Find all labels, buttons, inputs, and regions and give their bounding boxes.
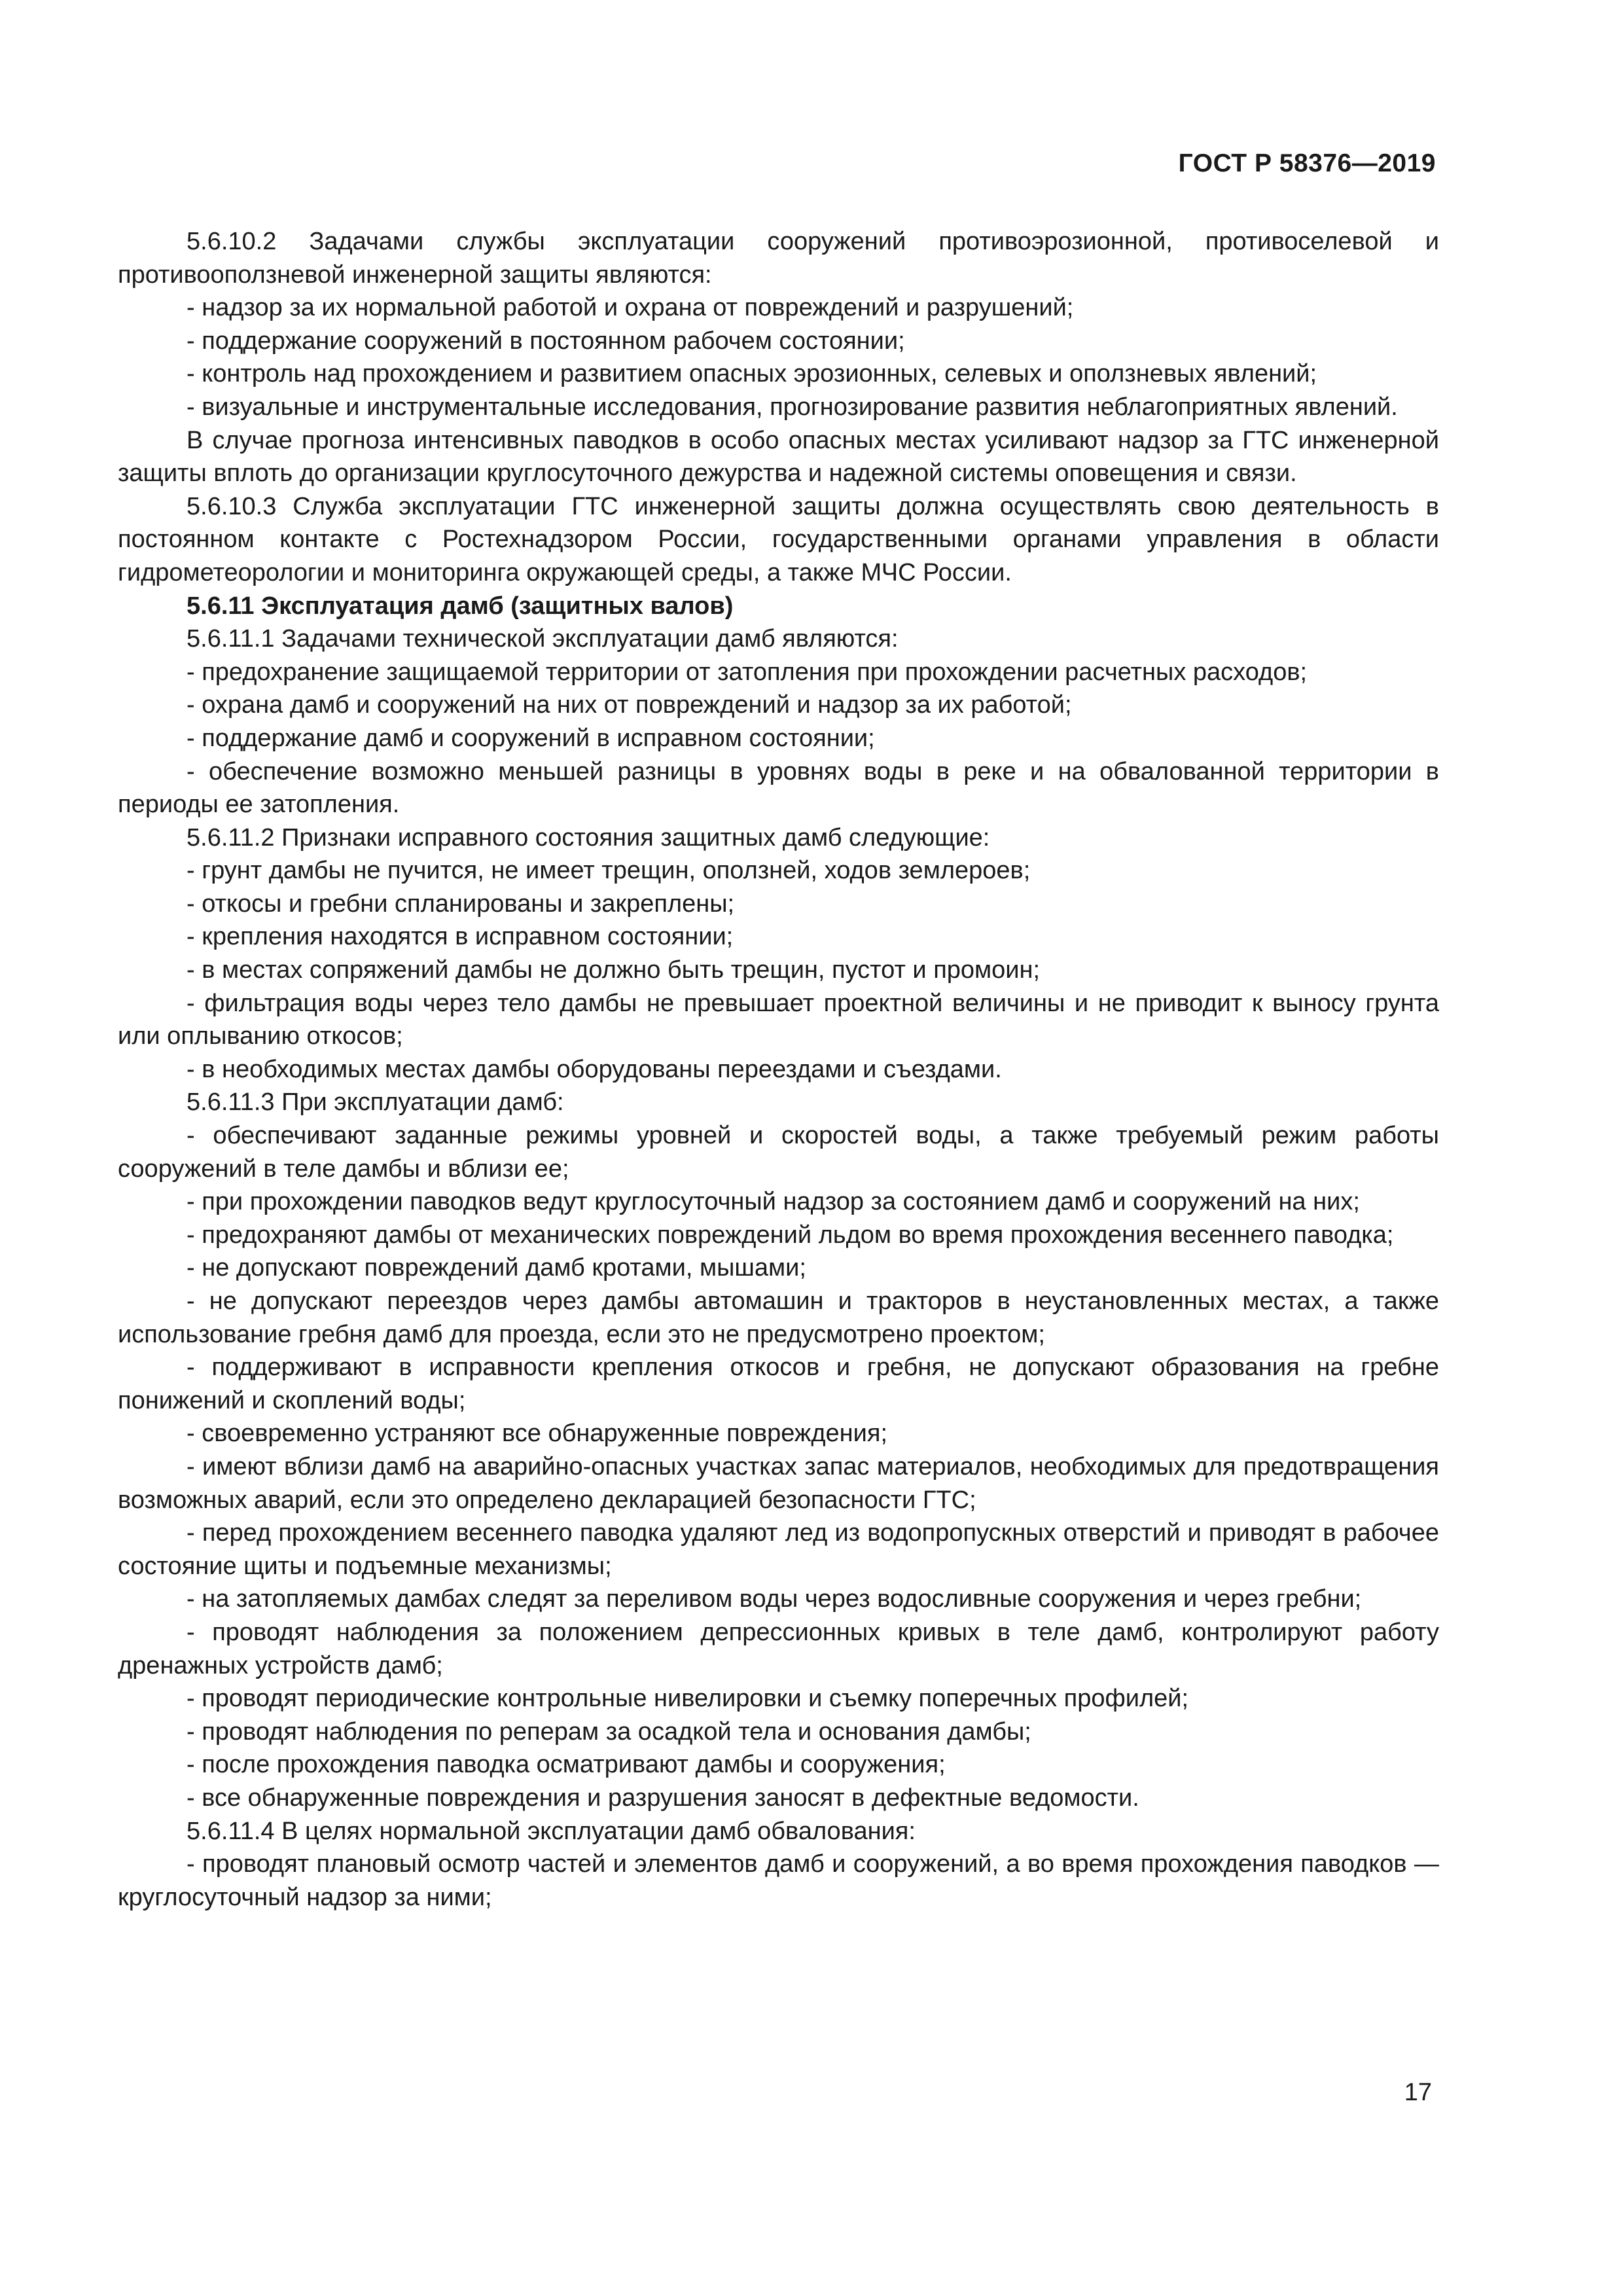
paragraph-5-6-11-4: 5.6.11.4 В целях нормальной эксплуатации дамб обвалования:: [187, 1817, 916, 1845]
list-item: - предохраняют дамбы от механических повреждений льдом во время прохождения весеннего паводка;: [187, 1221, 1394, 1249]
list-item: - при прохождении паводков ведут круглосуточный надзор за состоянием дамб и сооружений на них;: [187, 1188, 1360, 1216]
list-item: - надзор за их нормальной работой и охрана от повреждений и разрушений;: [187, 294, 1074, 322]
list-item: - не допускают переездов через дамбы автомашин и тракторов в неустановленных местах, а также использование гребня дамб для проезда, если это не предусмотрено проектом;: [118, 1287, 1439, 1348]
paragraph-5-6-10-3: 5.6.10.3 Служба эксплуатации ГТС инженерной защиты должна осуществлять свою деятельность в постоянном контакте с Ростехнадзором России, государственными органами управления в области гидрометеорологии и мониторинга окружающей среды, а также МЧС России.: [118, 492, 1439, 586]
list-item: - все обнаруженные повреждения и разрушения заносят в дефектные ведомости.: [187, 1784, 1139, 1812]
list-item: - откосы и гребни спланированы и закреплены;: [187, 889, 735, 918]
list-item: - своевременно устраняют все обнаруженные повреждения;: [187, 1420, 887, 1448]
list-item: - грунт дамбы не пучится, не имеет трещин, оползней, ходов землероев;: [187, 857, 1031, 885]
list-item: - проводят наблюдения за положением депрессионных кривых в теле дамб, контролируют работу дренажных устройств дамб;: [118, 1618, 1439, 1679]
list-item: - после прохождения паводка осматривают дамбы и сооружения;: [187, 1751, 946, 1779]
list-item: - не допускают повреждений дамб кротами, мышами;: [187, 1254, 806, 1282]
paragraph-flood-forecast: В случае прогноза интенсивных паводков в особо опасных местах усиливают надзор за ГТС инженерной защиты вплоть до организации круглосуточного дежурства и надежной системы оповещения и связи.: [118, 426, 1439, 488]
list-item: - в необходимых местах дамбы оборудованы переездами и съездами.: [187, 1055, 1002, 1083]
paragraph-5-6-11-1: 5.6.11.1 Задачами технической эксплуатации дамб являются:: [187, 625, 899, 653]
list-item: - перед прохождением весеннего паводка удаляют лед из водопропускных отверстий и приводят в рабочее состояние щиты и подъемные механизмы;: [118, 1519, 1439, 1580]
list-item: - фильтрация воды через тело дамбы не превышает проектной величины и не приводит к выносу грунта или оплыванию откосов;: [118, 989, 1439, 1050]
list-item: - визуальные и инструментальные исследования, прогнозирование развития неблагоприятных явлений.: [187, 393, 1398, 421]
list-item: - охрана дамб и сооружений на них от повреждений и надзор за их работой;: [187, 691, 1072, 719]
paragraph-5-6-11-2: 5.6.11.2 Признаки исправного состояния защитных дамб следующие:: [187, 823, 990, 852]
list-item: - в местах сопряжений дамбы не должно быть трещин, пустот и промоин;: [187, 956, 1041, 984]
paragraph-5-6-11-3: 5.6.11.3 При эксплуатации дамб:: [187, 1088, 564, 1117]
list-item: - поддерживают в исправности крепления откосов и гребня, не допускают образования на гребне понижений и скоплений воды;: [118, 1354, 1439, 1414]
page-number: 17: [1404, 2079, 1432, 2106]
document-body: [118, 225, 1439, 1914]
list-item: - обеспечение возможно меньшей разницы в уровнях воды в реке и на обвалованной территории в периоды ее затопления.: [118, 757, 1439, 819]
list-item: - поддержание дамб и сооружений в исправном состоянии;: [187, 724, 875, 752]
list-item: - предохранение защищаемой территории от затопления при прохождении расчетных расходов;: [187, 658, 1308, 686]
list-item: - обеспечивают заданные режимы уровней и скоростей воды, а также требуемый режим работы сооружений в теле дамбы и вблизи ее;: [118, 1122, 1439, 1183]
list-item: - крепления находятся в исправном состоянии;: [187, 923, 734, 951]
list-item: - проводят плановый осмотр частей и элементов дамб и сооружений, а во время прохождения паводков — круглосуточный надзор за ними;: [118, 1850, 1439, 1911]
list-item: - контроль над прохождением и развитием опасных эрозионных, селевых и оползневых явлений;: [187, 360, 1317, 388]
list-item: - проводят периодические контрольные нивелировки и съемку поперечных профилей;: [187, 1685, 1189, 1713]
list-item: - на затопляемых дамбах следят за переливом воды через водосливные сооружения и через гребни;: [187, 1585, 1362, 1613]
list-item: - проводят наблюдения по реперам за осадкой тела и основания дамбы;: [187, 1717, 1031, 1746]
list-item: - поддержание сооружений в постоянном рабочем состоянии;: [187, 327, 905, 355]
document-code: ГОСТ Р 58376—2019: [1178, 149, 1436, 177]
list-item: - имеют вблизи дамб на аварийно-опасных участках запас материалов, необходимых для предотвращения возможных аварий, если это определено декларацией безопасности ГТС;: [118, 1452, 1439, 1514]
paragraph-5-6-10-2: 5.6.10.2 Задачами службы эксплуатации сооружений противоэрозионной, противоселевой и противооползневой инженерной защиты являются:: [118, 228, 1439, 289]
section-heading-5-6-11: 5.6.11 Эксплуатация дамб (защитных валов): [187, 592, 734, 620]
